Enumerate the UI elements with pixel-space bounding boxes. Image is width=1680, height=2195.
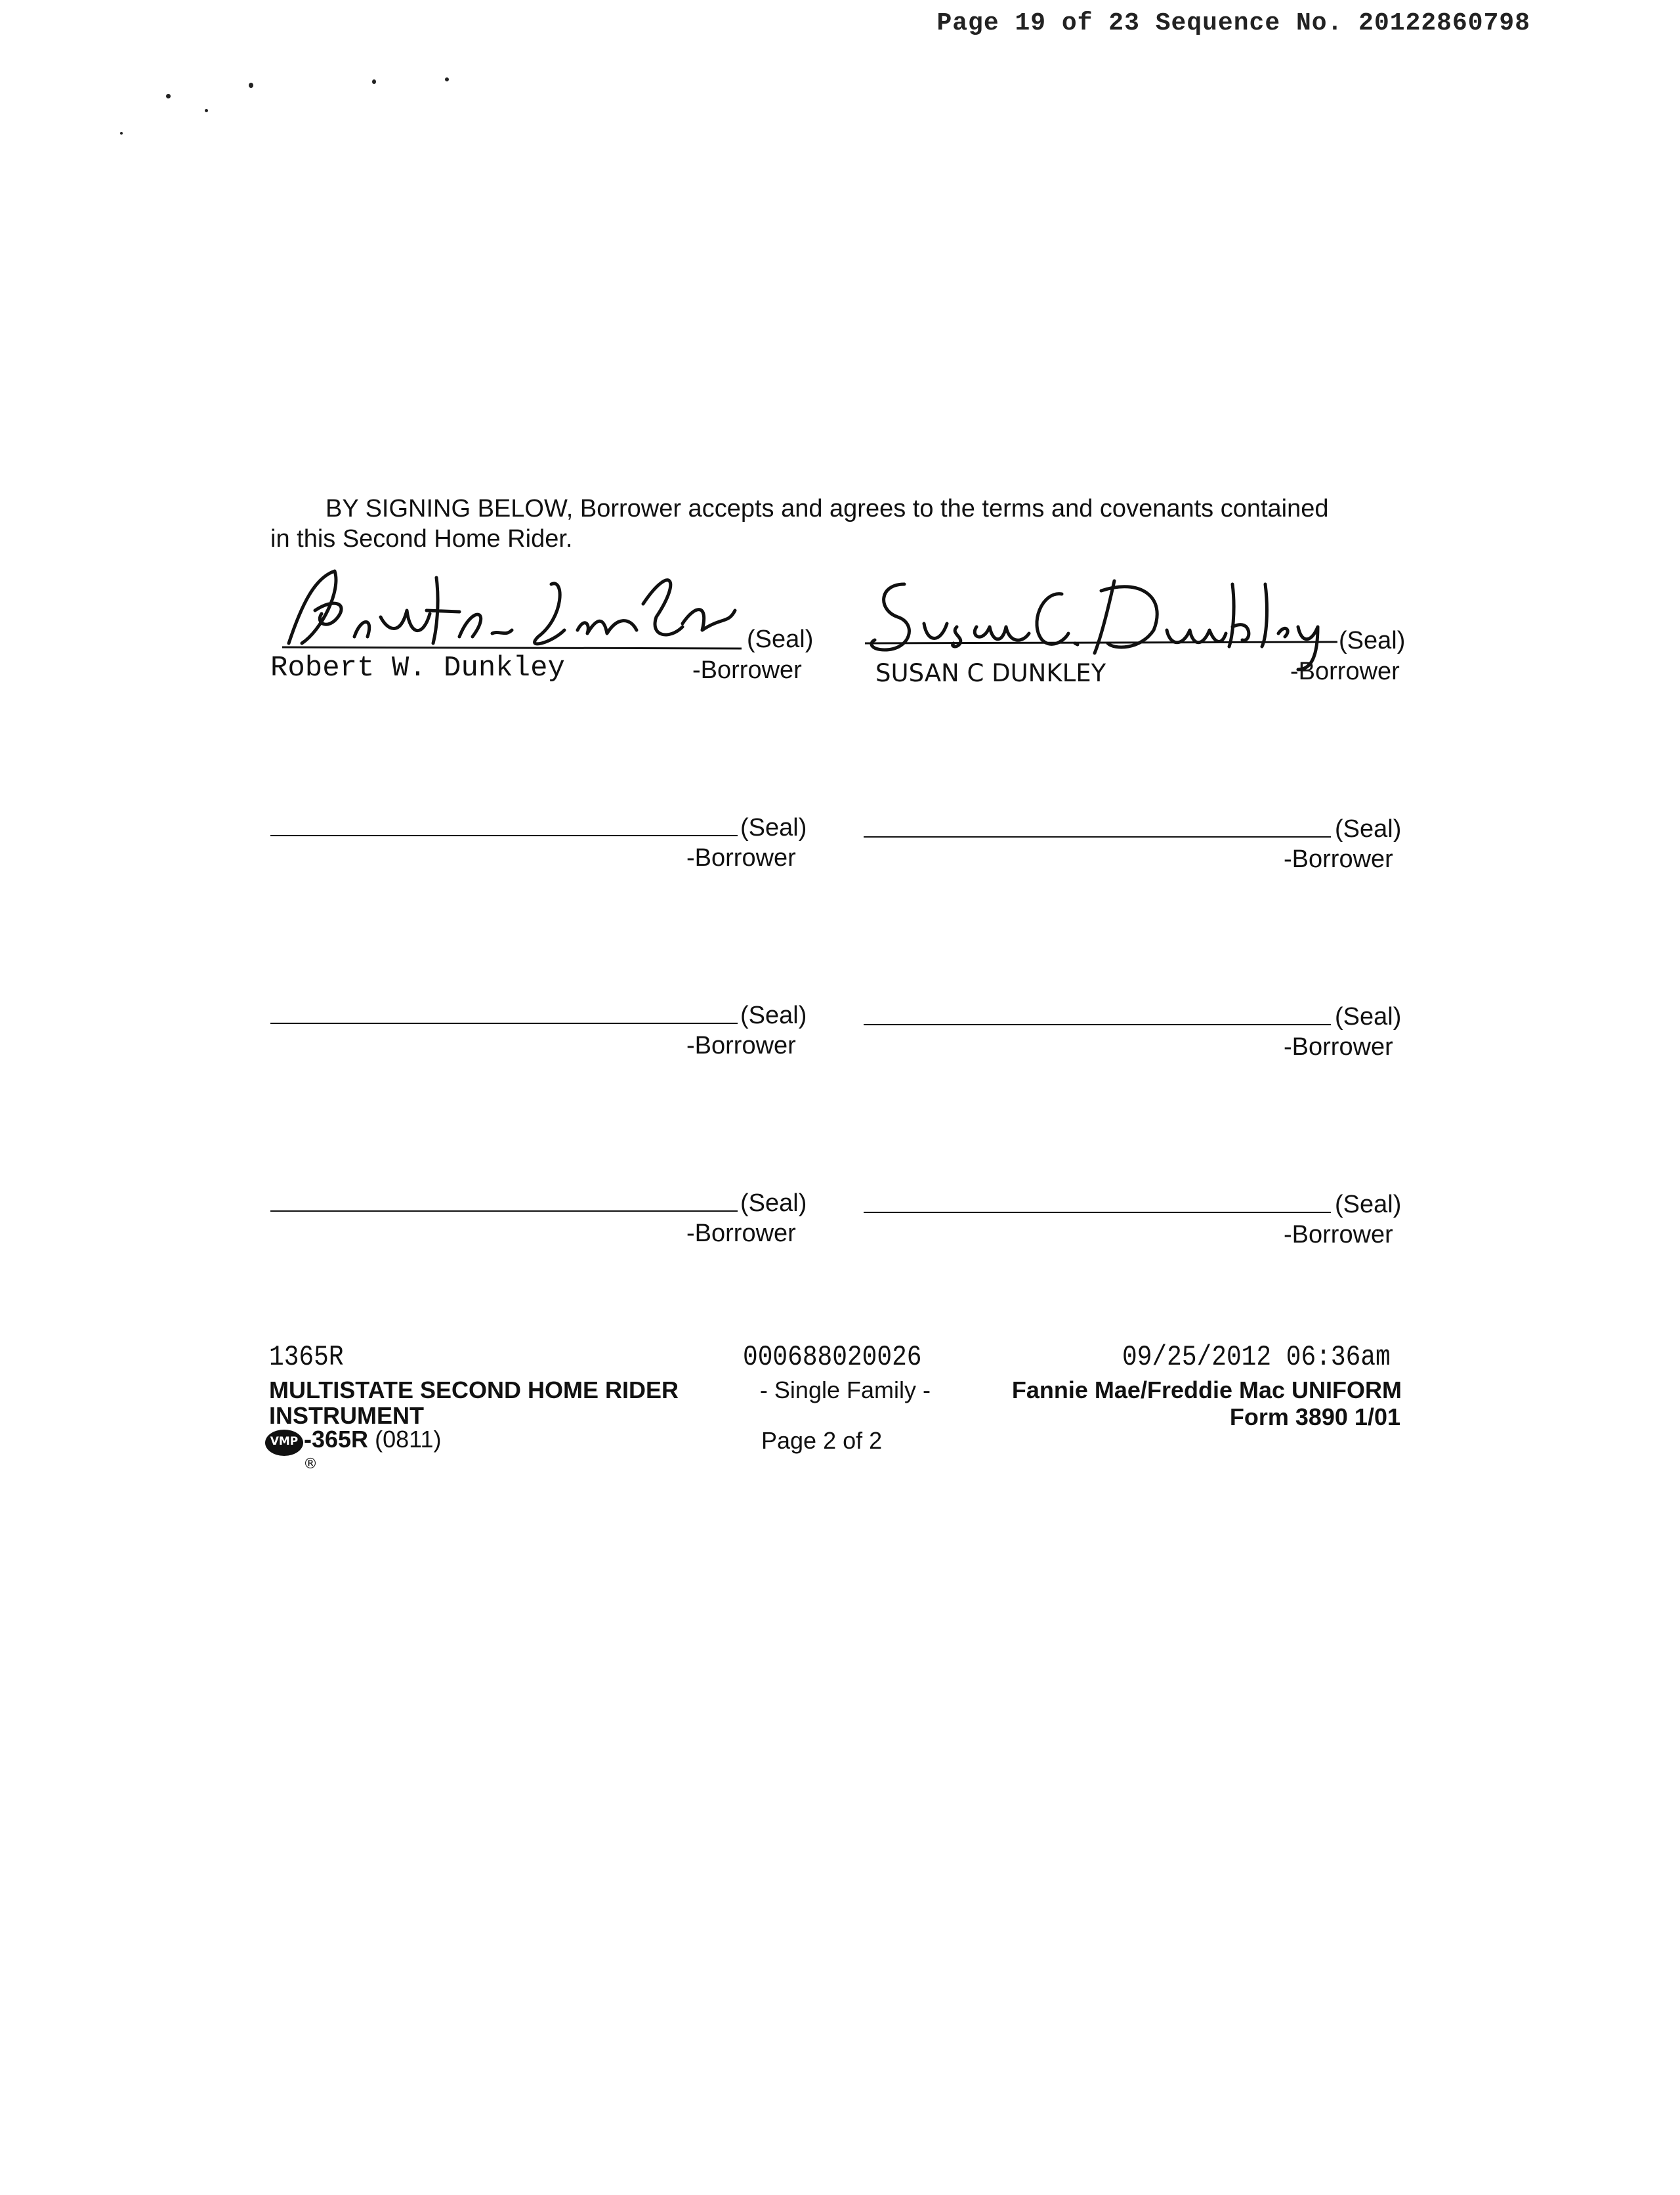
signature-line: [864, 836, 1331, 838]
borrower-role-label: -Borrower: [686, 1220, 796, 1247]
form-title-line: [269, 1376, 1402, 1404]
acceptance-statement: [270, 494, 1425, 554]
form-title-main: MULTISTATE SECOND HOME RIDER: [269, 1376, 679, 1403]
signature-line: [270, 835, 738, 836]
seal-label: (Seal): [740, 814, 807, 842]
registered-mark: ®: [303, 1456, 318, 1472]
seal-label: (Seal): [1339, 627, 1406, 654]
signature-line: [270, 1023, 738, 1024]
borrower-role-label: -Borrower: [686, 844, 796, 872]
page-number: Page 2 of 2: [761, 1427, 883, 1454]
form-title-type: - Single Family -: [759, 1376, 931, 1403]
borrower-role-label: -Borrower: [1290, 658, 1400, 685]
page-sequence-header: Page 19 of 23 Sequence No. 20122860798: [936, 9, 1530, 37]
seal-label: (Seal): [1335, 815, 1402, 843]
borrower-name-susan: SUSAN C DUNKLEY: [875, 659, 1106, 687]
robert-signature: [276, 565, 748, 656]
susan-signature: [865, 571, 1351, 670]
borrower-role-label: -Borrower: [692, 656, 802, 684]
borrower-role-label: -Borrower: [686, 1032, 796, 1059]
signature-line: [864, 1024, 1331, 1025]
seal-label: (Seal): [1335, 1191, 1402, 1218]
loan-number: 000688020026: [743, 1341, 922, 1374]
form-revision: (0811): [375, 1426, 442, 1453]
borrower-role-label: -Borrower: [1284, 845, 1393, 873]
document-code: 1365R: [269, 1341, 344, 1374]
signature-line: [270, 1210, 738, 1212]
acceptance-line-2: in this Second Home Rider.: [270, 525, 573, 553]
print-timestamp: 09/25/2012 06:36am: [1122, 1341, 1391, 1374]
signature-line: [864, 1212, 1331, 1213]
form-code: -365R: [304, 1426, 369, 1453]
seal-label: (Seal): [740, 1002, 807, 1029]
seal-label: (Seal): [747, 626, 814, 653]
borrower-name-robert: Robert W. Dunkley: [270, 652, 565, 685]
seal-label: (Seal): [1335, 1003, 1402, 1031]
vmp-logo-text: VMP: [270, 1435, 299, 1448]
form-title-agency: Fannie Mae/Freddie Mac UNIFORM: [1011, 1376, 1402, 1403]
seal-label: (Seal): [740, 1189, 807, 1217]
borrower-role-label: -Borrower: [1284, 1033, 1393, 1061]
form-title-instrument: INSTRUMENT: [269, 1402, 424, 1429]
form-code-line: [304, 1426, 441, 1453]
acceptance-line-1: BY SIGNING BELOW, Borrower accepts and agrees to the terms and covenants contained: [326, 495, 1329, 522]
form-number: Form 3890 1/01: [1229, 1403, 1400, 1430]
borrower-role-label: -Borrower: [1284, 1221, 1393, 1248]
